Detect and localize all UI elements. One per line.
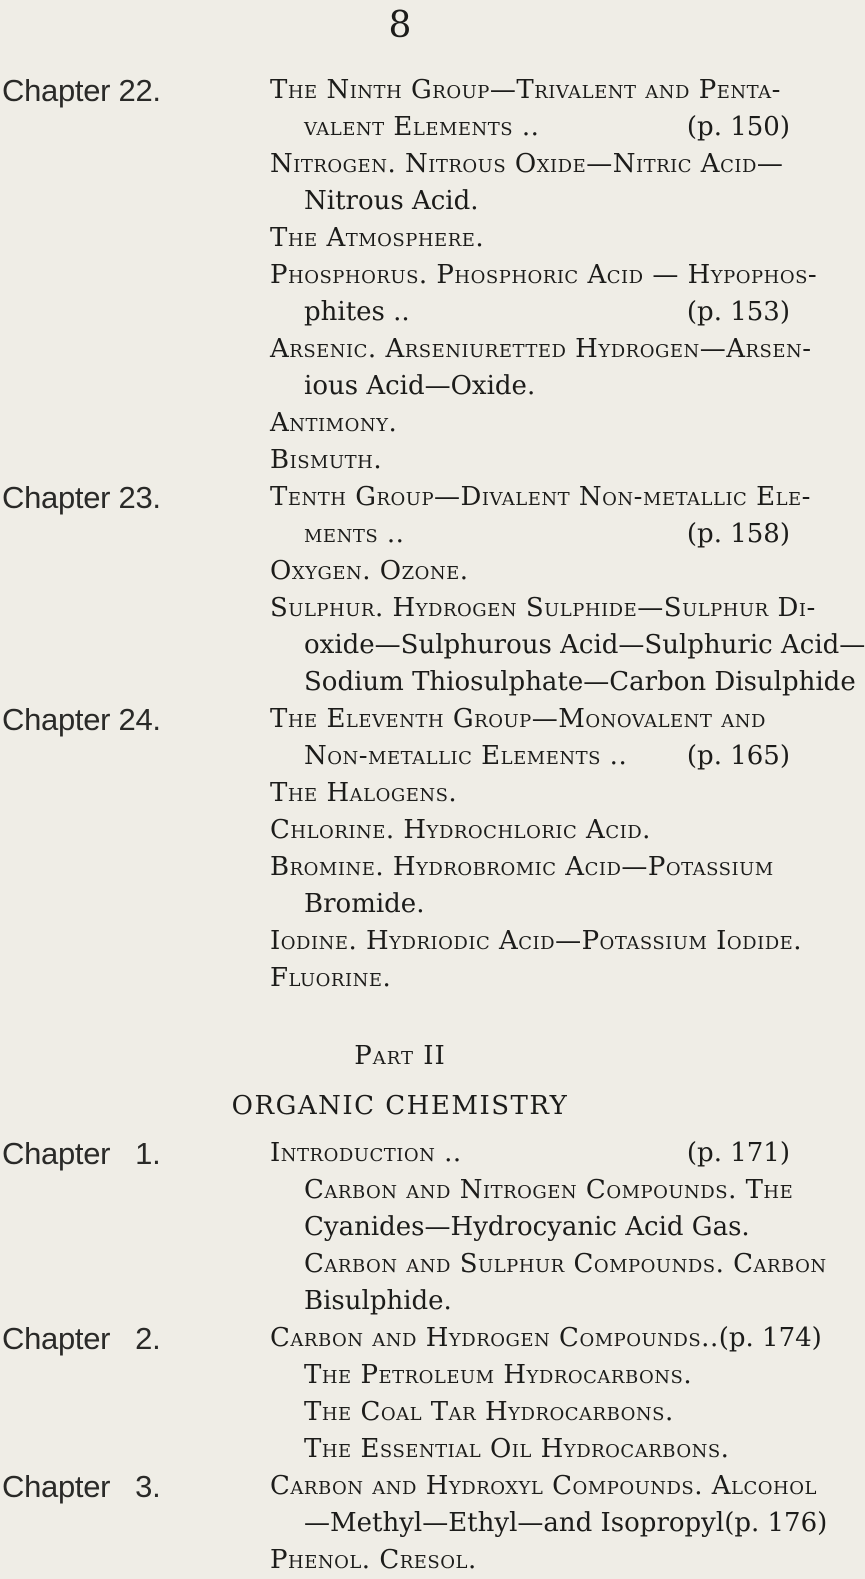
toc-line: Sulphur. Hydrogen Sulphide—Sulphur Di- — [270, 593, 816, 623]
toc-line: Iodine. Hydriodic Acid—Potassium Iodide. — [270, 926, 803, 956]
chapter-title: Tenth Group—Divalent Non-metallic Ele- — [270, 482, 811, 512]
toc-entry-chapter-22 — [0, 72, 818, 479]
section-heading: ORGANIC CHEMISTRY — [231, 1091, 569, 1121]
toc-line: The Halogens. — [270, 778, 458, 808]
table-of-contents — [0, 72, 865, 1579]
chapter-label: Chapter 24. — [2, 702, 161, 737]
chapter-title-continued — [270, 738, 790, 775]
page-reference: (p. 158) — [686, 519, 790, 549]
toc-line: The Coal Tar Hydrocarbons. — [304, 1397, 674, 1427]
chapter-title: Carbon and Hydroxyl Compounds. Alcohol — [270, 1471, 817, 1501]
toc-entry-organic-chapter-2 — [0, 1320, 822, 1468]
toc-line: Phenol. Cresol. — [270, 1545, 477, 1575]
toc-line: Carbon and Nitrogen Compounds. The — [304, 1175, 794, 1205]
part-heading: Part II — [354, 1041, 446, 1071]
chapter-label: Chapter 1. — [2, 1136, 161, 1171]
chapter-title-text: —Methyl—Ethyl—and Isopropyl — [304, 1508, 725, 1538]
chapter-title-continued — [270, 516, 790, 553]
chapter-title: The Ninth Group—Trivalent and Penta- — [270, 75, 781, 105]
chapter-title-text: Carbon and Hydrogen Compounds.. — [270, 1323, 719, 1353]
chapter-title — [270, 1135, 790, 1172]
chapter-title-text: Non-metallic Elements .. — [304, 741, 628, 771]
toc-line: Arsenic. Arseniuretted Hydrogen—Arsen- — [270, 334, 812, 364]
chapter-title-continued — [270, 1505, 828, 1542]
toc-line: Bismuth. — [270, 445, 383, 475]
page-number: 8 — [388, 5, 412, 46]
page-reference: (p. 176) — [724, 1508, 828, 1538]
toc-line: Nitrous Acid. — [304, 186, 479, 216]
toc-line: The Essential Oil Hydrocarbons. — [304, 1434, 730, 1464]
toc-line: Bromine. Hydrobromic Acid—Potassium — [270, 852, 774, 882]
toc-entry-chapter-24 — [0, 701, 803, 997]
chapter-label: Chapter 2. — [2, 1321, 161, 1356]
toc-line: Bisulphide. — [304, 1286, 452, 1316]
toc-line: Fluorine. — [270, 963, 392, 993]
toc-line: ious Acid—Oxide. — [304, 371, 536, 401]
chapter-title-text: ments .. — [304, 519, 405, 549]
chapter-body — [270, 1320, 822, 1468]
page-reference: (p. 174) — [718, 1323, 822, 1353]
chapter-label: Chapter 22. — [2, 73, 161, 108]
toc-line: The Petroleum Hydrocarbons. — [304, 1360, 693, 1390]
toc-line: Phosphorus. Phosphoric Acid — Hypophos- — [270, 260, 818, 290]
toc-line: Oxygen. Ozone. — [270, 556, 469, 586]
page-reference: (p. 165) — [686, 741, 790, 771]
toc-line: Sodium Thiosulphate—Carbon Disulphide — [304, 667, 856, 697]
chapter-label: Chapter 23. — [2, 480, 161, 515]
toc-line: Chlorine. Hydrochloric Acid. — [270, 815, 651, 845]
page-reference: (p. 150) — [686, 112, 790, 142]
page-reference: (p. 153) — [686, 297, 790, 327]
toc-line-text: phites .. — [304, 297, 410, 327]
chapter-body — [270, 701, 803, 997]
toc-line: Carbon and Sulphur Compounds. Carbon — [304, 1249, 827, 1279]
chapter-title-text: valent Elements .. — [304, 112, 540, 142]
chapter-body — [270, 1135, 827, 1320]
page-reference: (p. 171) — [686, 1138, 790, 1168]
chapter-title-text: Introduction .. — [270, 1138, 462, 1168]
toc-line — [270, 294, 790, 331]
chapter-body — [270, 72, 818, 479]
chapter-title-continued — [270, 109, 790, 146]
toc-entry-organic-chapter-3 — [0, 1468, 828, 1579]
toc-line: oxide—Sulphurous Acid—Sulphuric Acid— — [304, 630, 865, 660]
chapter-body — [270, 1468, 828, 1579]
toc-line: The Atmosphere. — [270, 223, 485, 253]
chapter-body — [270, 479, 865, 701]
toc-entry-chapter-23 — [0, 479, 865, 701]
chapter-label: Chapter 3. — [2, 1469, 161, 1504]
toc-line: Cyanides—Hydrocyanic Acid Gas. — [304, 1212, 750, 1242]
toc-line: Antimony. — [270, 408, 398, 438]
chapter-title — [270, 1320, 822, 1357]
chapter-title: The Eleventh Group—Monovalent and — [270, 704, 766, 734]
toc-line: Nitrogen. Nitrous Oxide—Nitric Acid— — [270, 149, 784, 179]
toc-line: Bromide. — [304, 889, 425, 919]
toc-entry-organic-chapter-1 — [0, 1135, 827, 1320]
